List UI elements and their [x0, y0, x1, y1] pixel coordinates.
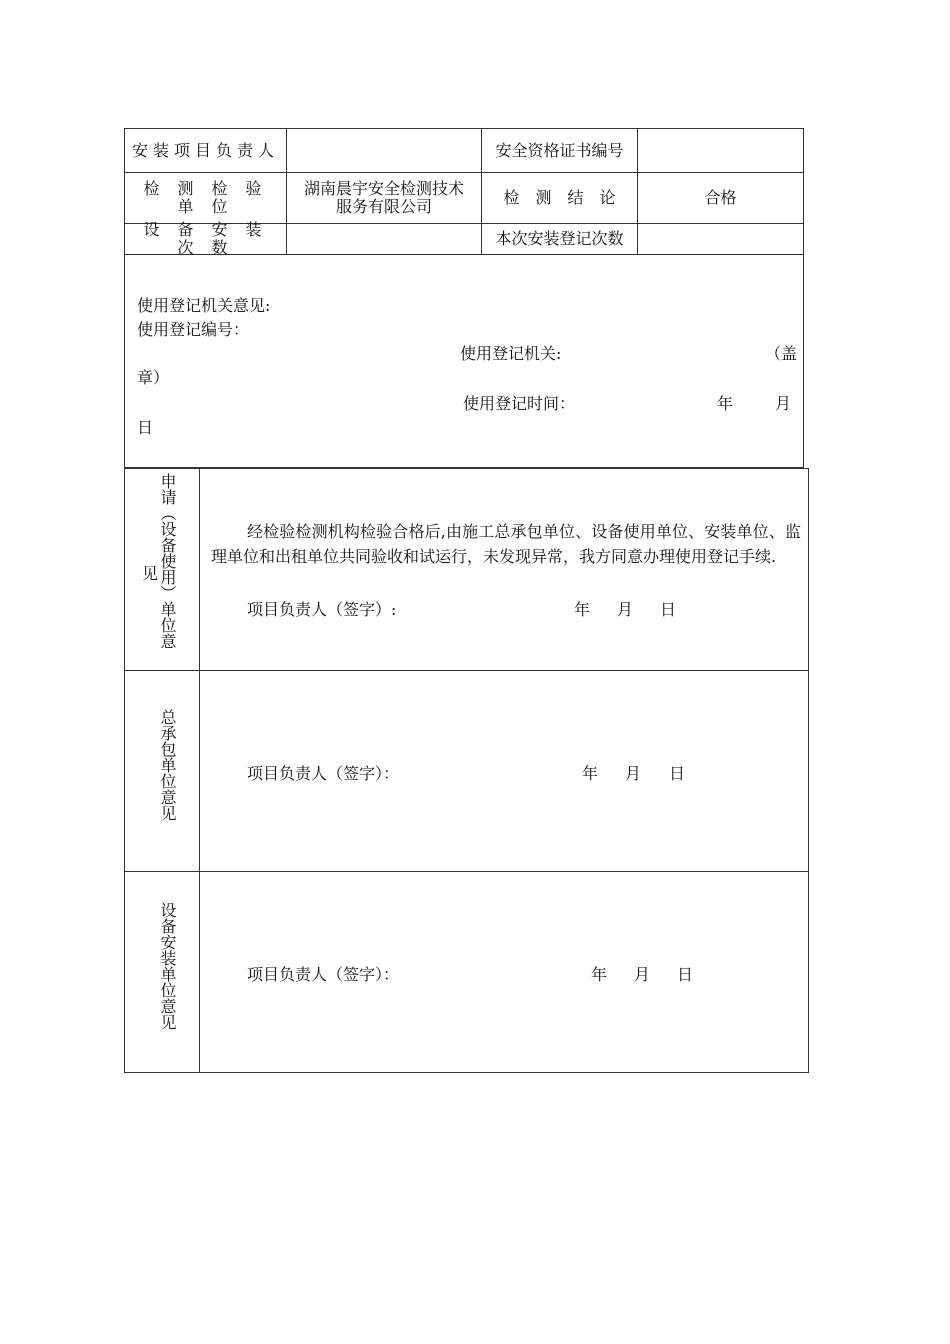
value-inspection-unit: 湖南晨宇安全检测技术服务有限公司	[287, 173, 482, 223]
installer-label-cell	[125, 872, 200, 1072]
general-contractor-year: 年	[582, 764, 599, 783]
applicant-opinion-label-tail: 见	[142, 564, 159, 583]
general-contractor-month: 月	[625, 764, 642, 783]
row-installer-lead	[125, 129, 803, 173]
label-inspection-conclusion: 检 测 结 论	[482, 173, 638, 223]
value-installer-lead	[287, 129, 482, 172]
section-installer-opinion	[125, 872, 808, 1072]
label-safety-cert-number: 安全资格证书编号	[482, 129, 638, 172]
applicant-day: 日	[660, 600, 677, 619]
registration-number-label: 使用登记编号：	[137, 320, 250, 339]
general-contractor-signature-label: 项目负责人（签字）：	[247, 764, 400, 783]
installer-opinion-label: 设备安装单位意见	[158, 902, 177, 1030]
applicant-opinion-label-cell	[125, 469, 200, 670]
value-install-count	[287, 224, 482, 254]
applicant-opinion-body: 经检验检测机构检验合格后,由施工总承包单位、设备使用单位、安装单位、监理单位和出租单位共同验收和试运行，未发现异常，我方同意办理使用登记手续.	[211, 522, 801, 566]
applicant-month: 月	[617, 600, 634, 619]
value-safety-cert-number	[638, 129, 803, 172]
label-registration-count: 本次安装登记次数	[482, 224, 638, 254]
section-applicant-opinion	[125, 469, 808, 671]
installer-day: 日	[677, 965, 694, 984]
opinion-table	[124, 468, 809, 1073]
registration-year: 年	[717, 394, 734, 413]
seal-note-open: （盖	[765, 344, 798, 363]
applicant-year: 年	[574, 600, 591, 619]
label-installer-lead: 安装项目负责人	[125, 129, 287, 172]
applicant-opinion-label: 申请（设备使用）单位意	[158, 473, 177, 649]
row-inspection-unit	[125, 173, 803, 224]
registration-authority-label: 使用登记机关:	[460, 344, 562, 363]
registration-day: 日	[137, 418, 154, 437]
registration-opinion-label: 使用登记机关意见:	[137, 296, 271, 315]
applicant-signature-label: 项目负责人（签字）:	[247, 600, 397, 619]
registration-opinion-section	[125, 255, 803, 467]
general-contractor-opinion-label: 总承包单位意见	[158, 709, 177, 821]
row-install-count	[125, 220, 803, 257]
section-general-contractor-opinion	[125, 671, 808, 872]
general-contractor-day: 日	[669, 764, 686, 783]
info-table	[124, 128, 804, 468]
general-contractor-label-cell	[125, 671, 200, 871]
seal-note-close: 章）	[137, 368, 170, 387]
label-install-count: 设备安装次数	[125, 224, 287, 254]
value-registration-count	[638, 224, 803, 254]
registration-month: 月	[775, 394, 792, 413]
label-inspection-unit: 检测检验单位	[125, 173, 287, 223]
value-inspection-conclusion: 合格	[704, 188, 737, 207]
installer-month: 月	[634, 965, 651, 984]
registration-time-label: 使用登记时间：	[463, 394, 576, 413]
installer-year: 年	[591, 965, 608, 984]
installer-signature-label: 项目负责人（签字）：	[247, 965, 400, 984]
